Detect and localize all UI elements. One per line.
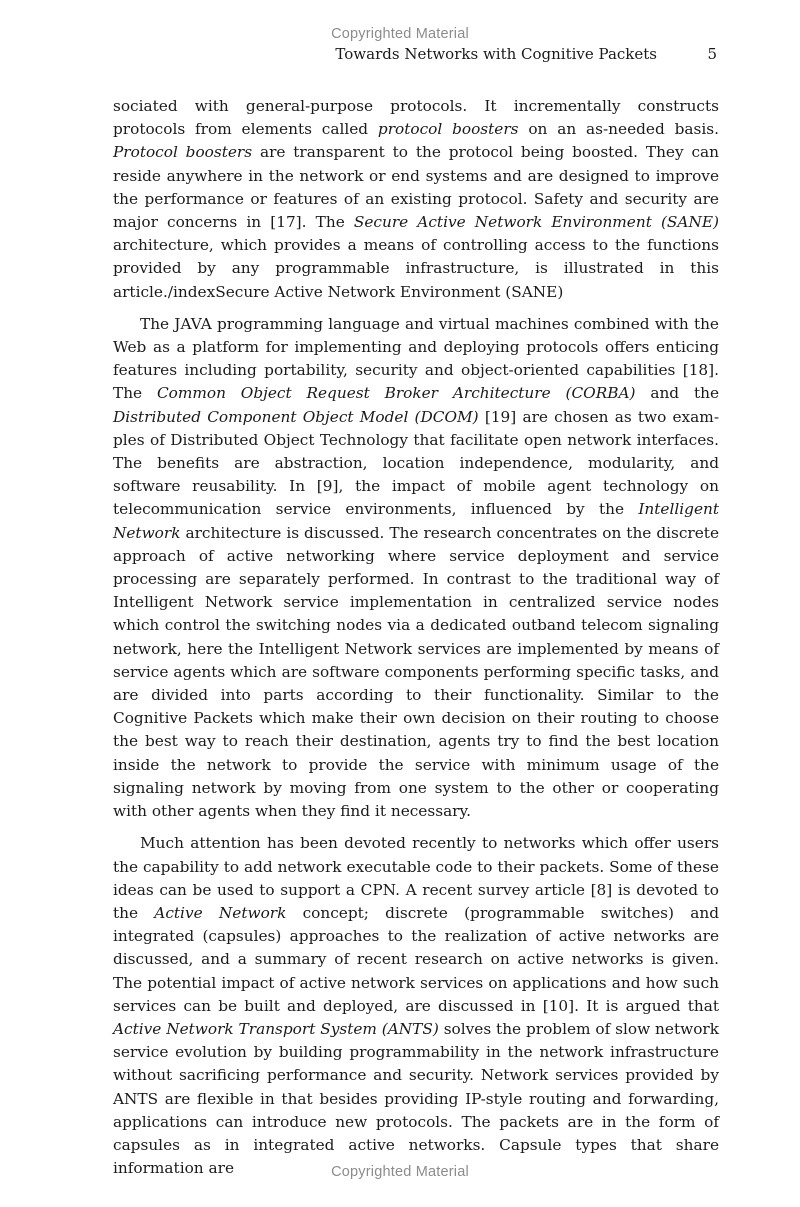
paragraph xyxy=(113,832,719,1180)
paragraph xyxy=(113,95,719,304)
running-title: Towards Networks with Cognitive Packets xyxy=(335,45,657,63)
text-run: and the xyxy=(635,384,719,403)
text-run: sociated with general-purpose protocols. It incrementally constructs protocols from elements called xyxy=(113,97,719,139)
copyright-watermark-top: Copyrighted Material xyxy=(331,26,469,42)
body-text xyxy=(113,95,719,1189)
italic-term: Distributed Component Object Model (DCOM) xyxy=(113,407,479,426)
text-run: Much attention has been devoted recently to networks which offer users the capability to add network executable code to their packets. Some of these ideas can be used to support a CPN. A recent survey article [8] is devoted to the xyxy=(113,834,719,922)
page-number: 5 xyxy=(707,45,717,63)
text-run: [19] are chosen as two examples of Distributed Object Technology that facilitate open network interfaces. The benefits are abstraction, location independence, modularity, and software reusability. In [9], the impact of mobile agent technology on telecommunication service environments, influenced by the xyxy=(113,407,719,519)
running-head xyxy=(113,45,719,67)
copyright-watermark-bottom: Copyrighted Material xyxy=(331,1164,469,1180)
italic-term: Intelligent Network xyxy=(113,500,719,542)
text-run: architecture, which provides a means of controlling access to the functions provided by any programmable infrastructure, is illustrated in this article./indexSecure Active Network Environment (SANE) xyxy=(113,236,719,301)
text-run: concept; discrete (programmable switches) and integrated (capsules) approaches to the realization of active networks are discussed, and a summary of recent research on active networks is given. The potential impact of active network services on applications and how such services can be built and deployed, are discussed in [10]. It is argued that xyxy=(113,903,719,1015)
text-run: The JAVA programming language and virtual machines combined with the Web as a platform for implementing and deploying protocols offers enticing features including portability, security and object-oriented capabilities [18]. The xyxy=(113,314,719,403)
paragraph xyxy=(113,313,719,823)
text-run: solves the problem of slow network service evolution by building programmability in the network infrastructure without sacrificing performance and security. Network services provided by ANTS are flexible in that besides providing IP-style routing and forwarding, applications can introduce new protocols. The packets are in the form of capsules as in integrated active networks. Capsule types that share information are xyxy=(113,1019,719,1178)
italic-term: Common Object Request Broker Architecture (CORBA) xyxy=(156,384,636,403)
text-run: on an as-needed basis. xyxy=(518,120,719,139)
italic-term: Active Network Transport System (ANTS) xyxy=(113,1019,439,1038)
italic-term: Active Network xyxy=(154,903,287,922)
italic-term: Protocol boosters xyxy=(113,143,253,162)
italic-term: protocol boosters xyxy=(377,120,519,139)
italic-term: Secure Active Network Environment (SANE) xyxy=(353,213,719,232)
text-run: are transparent to the protocol being boosted. They can reside anywhere in the network or end systems and are designed to improve the performance or features of an existing protocol. Safety and security are major concerns in [17]. The xyxy=(113,143,719,232)
text-run: architecture is discussed. The research concentrates on the discrete approach of active networking where service deployment and service processing are separately performed. In contrast to the traditional way of Intelligent Network service implementation in centralized service nodes which control the switching nodes via a dedicated outband telecom signaling network, here the Intelligent Network services are implemented by means of service agents which are software components performing specific tasks, and are divided into parts according to their functionality. Similar to the Cognitive Packets which make their own decision on their routing to choose the best way to reach their destination, agents try to find the best location inside the network to provide the service with minimum usage of the signaling network by moving from one system to the other or cooperating with other agents when they find it necessary. xyxy=(113,523,719,821)
